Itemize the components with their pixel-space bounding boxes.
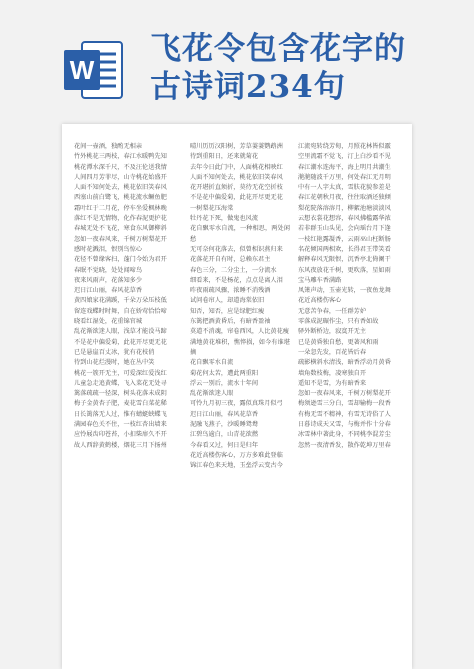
poem-line: 春眠不觉晓，处处闻啼鸟 bbox=[74, 266, 143, 274]
poem-line: 乱花渐欲迷人眼 bbox=[190, 390, 234, 398]
poem-line: 名花倾国两相欢，长得君王带笑看 bbox=[298, 245, 391, 253]
poem-line: 篱落疏疏一径深，树头花落未成阴 bbox=[74, 390, 167, 398]
document-page bbox=[62, 124, 412, 669]
poem-line: 已是悬崖百丈冰，犹有花枝俏 bbox=[74, 348, 155, 356]
poem-line: 花间一壶酒，独酌无相亲 bbox=[74, 143, 143, 150]
poem-line: 忽如一夜春风来，千树万树梨花开 bbox=[74, 235, 167, 243]
poem-line: 知否，知否，应是绿肥红瘦 bbox=[190, 307, 265, 315]
poem-line: 东风夜放花千树，更吹落，星如雨 bbox=[298, 266, 391, 274]
poem-line: 满园春色关不住，一枝红杏出墙来 bbox=[74, 421, 167, 429]
poem-line: 晴川历历汉阳树，芳草萋萋鹦鹉洲 bbox=[190, 143, 283, 150]
poem-line: 西塞山前白鹭飞，桃花流水鳜鱼肥 bbox=[74, 194, 167, 202]
poem-line: 一枝红艳露凝香，云雨巫山枉断肠 bbox=[298, 235, 391, 243]
poem-line: 花近高楼伤客心 bbox=[298, 297, 342, 305]
poem-line: 人面不知何处去，桃花依旧笑春风 bbox=[74, 184, 167, 192]
poem-line: 花落花开自有时，总赖东君主 bbox=[190, 256, 271, 264]
poem-line: 莫道不消魂，帘卷西风，人比黄花瘦 bbox=[190, 328, 289, 336]
poem-line: 儿童急走追黄蝶，飞入菜花无处寻 bbox=[74, 379, 167, 387]
poem-line: 夜来风雨声，花落知多少 bbox=[74, 276, 143, 284]
document-title bbox=[150, 30, 450, 106]
poem-line: 试问卷帘人，却道海棠依旧 bbox=[190, 297, 265, 305]
poem-line: 解释春风无限恨，沉香亭北倚阑干 bbox=[298, 256, 391, 264]
poem-line: 迟日江山丽，春风花草香 bbox=[190, 410, 259, 418]
poem-line: 花径不曾缘客扫，蓬门今始为君开 bbox=[74, 256, 167, 264]
poem-line: 菊花何太苦，遭此两重阳 bbox=[190, 369, 259, 377]
poem-line: 晓看红湿处，花重锦官城 bbox=[74, 318, 143, 326]
poem-line: 昨夜雨疏风骤，浓睡不消残酒 bbox=[190, 287, 271, 295]
poem-line: 空里流霜不觉飞，汀上白沙看不见 bbox=[298, 153, 391, 161]
poem-line: 待到山花烂漫时，她在丛中笑 bbox=[74, 359, 155, 367]
poem-line: 留连戏蝶时时舞，自在娇莺恰恰啼 bbox=[74, 307, 167, 315]
poem-line: 春江花朝秋月夜，往往取酒还独倾 bbox=[298, 194, 391, 202]
poem-line: 满地黄花堆积，憔悴损，如今有谁堪摘 bbox=[190, 338, 290, 356]
poem-line: 墙角数枝梅，凌寒独自开 bbox=[298, 369, 367, 377]
title-line-2: 古诗词234句 bbox=[150, 69, 346, 105]
poem-line: 梨花院落溶溶月，柳絮池塘淡淡风 bbox=[298, 204, 391, 212]
poem-line: 云想衣裳花想容，春风拂槛露华浓 bbox=[298, 215, 391, 223]
poem-line: 遥知不是雪，为有暗香来 bbox=[298, 379, 367, 387]
poem-line: 故人西辞黄鹤楼，烟花三月下扬州 bbox=[74, 441, 167, 449]
poem-line: 桃花潭水深千尺，不及汪伦送我情 bbox=[74, 163, 167, 171]
poem-line: 春城无处不飞花，寒食东风御柳斜 bbox=[74, 225, 167, 233]
poem-line: 江流宛转绕芳甸，月照花林皆似霰 bbox=[298, 143, 391, 150]
poem-line: 花开堪折直须折，莫待无花空折枝 bbox=[190, 184, 283, 192]
poem-line: 人面不知何处去，桃花依旧笑春风 bbox=[190, 173, 283, 181]
poem-line: 忽然一夜清香发，散作乾坤万里春 bbox=[298, 441, 391, 449]
poem-line: 已是黄昏独自愁，更著风和雨 bbox=[298, 338, 379, 346]
poem-line: 泥融飞燕子，沙暖睡鸳鸯 bbox=[190, 421, 259, 429]
poem-line: 牡丹花下死，做鬼也风流 bbox=[190, 215, 259, 223]
poem-line: 感时花溅泪，恨别鸟惊心 bbox=[74, 245, 143, 253]
poem-line: 梅子金黄杏子肥，麦花雪白菜花稀 bbox=[74, 400, 167, 408]
poem-line: 不是花中偏爱菊，此花开尽更无花 bbox=[74, 338, 167, 346]
poem-line: 今春看又过，何日是归年 bbox=[190, 441, 259, 449]
poem-line: 日长篱落无人过，惟有蜻蜓蛱蝶飞 bbox=[74, 410, 167, 418]
text-column-3 bbox=[298, 142, 402, 664]
text-column-1 bbox=[74, 142, 174, 664]
poem-line: 去年今日此门中，人面桃花相映红 bbox=[190, 163, 283, 171]
poem-line: 乱花渐欲迷人眼，浅草才能没马蹄 bbox=[74, 328, 167, 336]
poem-line: 无可奈何花落去，似曾相识燕归来 bbox=[190, 245, 283, 253]
poem-line: 凤箫声动，玉壶光转，一夜鱼龙舞 bbox=[298, 287, 391, 295]
text-column-2 bbox=[190, 142, 290, 664]
poem-line: 春江潮水连海平，海上明月共潮生 bbox=[298, 163, 391, 171]
poem-line: 桃花一簇开无主，可爱深红爱浅红 bbox=[74, 369, 167, 377]
poem-line: 梅须逊雪三分白，雪却输梅一段香 bbox=[298, 400, 391, 408]
poem-line: 黄四娘家花满蹊，千朵万朵压枝低 bbox=[74, 297, 167, 305]
poem-line: 春色三分，二分尘土，一分流水 bbox=[190, 266, 277, 274]
word-logo-letter: W bbox=[69, 55, 95, 85]
poem-line: 一树梨花压海棠 bbox=[190, 204, 234, 212]
poem-line: 待到重阳日，还来就菊花 bbox=[190, 153, 259, 161]
poem-line: 滟滟随波千万里，何处春江无月明 bbox=[298, 173, 391, 181]
word-document-icon bbox=[62, 38, 126, 102]
poem-line: 迟日江山丽，春风花草香 bbox=[74, 287, 143, 295]
title-line-1: 飞花令包含花字的 bbox=[150, 31, 406, 67]
poem-line: 人间四月芳菲尽，山寺桃花始盛开 bbox=[74, 173, 167, 181]
poem-line: 零落成泥碾作尘，只有香如故 bbox=[298, 318, 379, 326]
poem-line: 疏影横斜水清浅，暗香浮动月黄昏 bbox=[298, 359, 391, 367]
poem-line: 若非群玉山头见，会向瑶台月下逢 bbox=[298, 225, 391, 233]
poem-line: 有梅无雪不精神，有雪无诗俗了人 bbox=[298, 410, 391, 418]
poem-line: 江碧鸟逾白，山青花欲燃 bbox=[190, 431, 259, 439]
poem-line: 花近高楼伤客心，万方多难此登临 bbox=[190, 451, 283, 459]
poem-line: 中有一人字太真，雪肤花貌参差是 bbox=[298, 184, 391, 192]
poem-line: 锦江春色来天地，玉垒浮云变古今 bbox=[190, 462, 283, 470]
poem-line: 无意苦争春，一任群芳妒 bbox=[298, 307, 367, 315]
poem-line: 驿外断桥边，寂寞开无主 bbox=[298, 328, 367, 336]
poem-line: 竹外桃花三两枝，春江水暖鸭先知 bbox=[74, 153, 167, 161]
poem-line: 细看来，不是杨花，点点是离人泪 bbox=[190, 276, 283, 284]
poem-line: 应怜屐齿印苍苔，小扣柴扉久不开 bbox=[74, 431, 167, 439]
poem-line: 冰雪林中著此身，不同桃李混芳尘 bbox=[298, 431, 391, 439]
poem-line: 一朵忽先发，百花皆后春 bbox=[298, 348, 367, 356]
poem-line: 忽如一夜春风来，千树万树梨花开 bbox=[298, 390, 391, 398]
document-header bbox=[0, 0, 474, 118]
poem-line: 可怜九月初三夜，露似真珠月似弓 bbox=[190, 400, 283, 408]
poem-line: 日暮诗成天又雪，与梅并作十分春 bbox=[298, 421, 391, 429]
poem-line: 落红不是无情物，化作春泥更护花 bbox=[74, 215, 167, 223]
poem-line: 不是花中偏爱菊，此花开尽更无花 bbox=[190, 194, 283, 202]
poem-line: 霜叶红于二月花，停车坐爱枫林晚 bbox=[74, 204, 167, 212]
poem-line: 花自飘零水自流 bbox=[190, 359, 234, 367]
poem-line: 浮云一别后，流水十年间 bbox=[190, 379, 259, 387]
poem-line: 东篱把酒黄昏后，有暗香盈袖 bbox=[190, 318, 271, 326]
poem-line: 宝马雕车香满路 bbox=[298, 276, 342, 284]
poem-line: 花自飘零水自流，一种相思，两处闲愁 bbox=[190, 225, 290, 243]
